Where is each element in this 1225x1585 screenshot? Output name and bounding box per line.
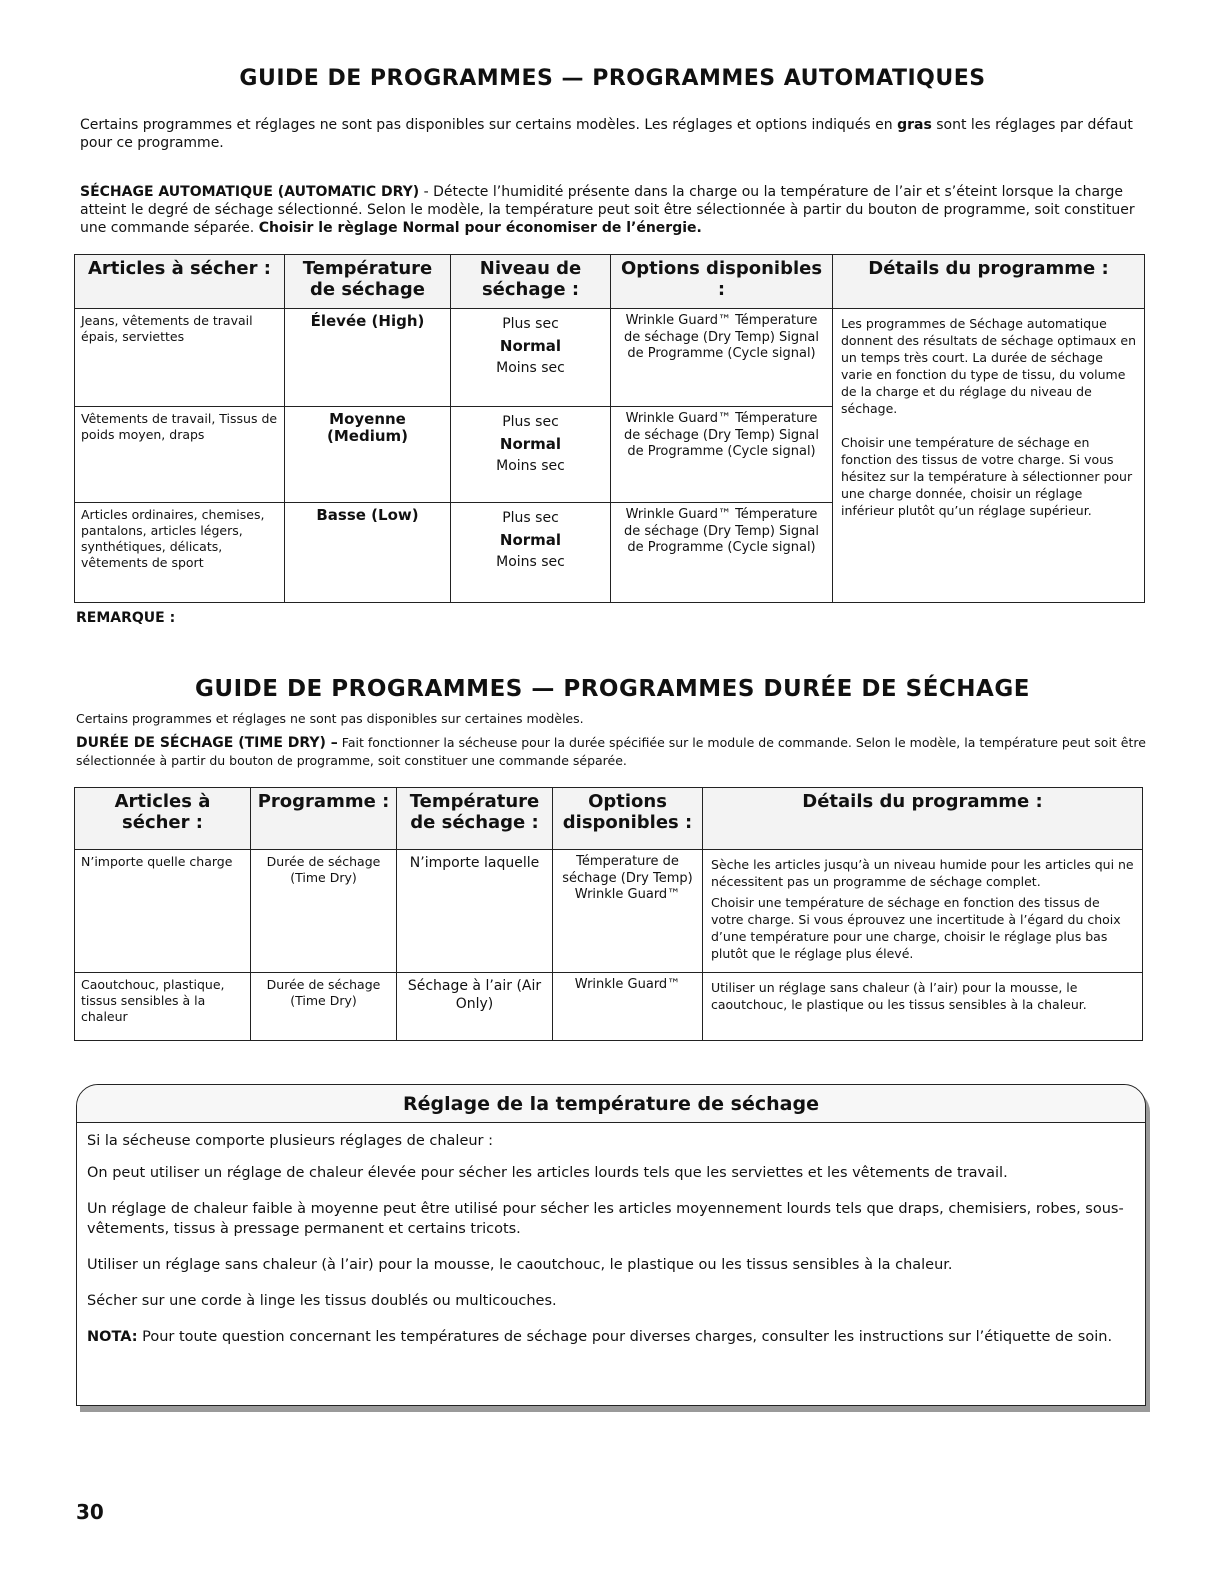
options-cell: Wrinkle Guard™ bbox=[553, 973, 703, 1041]
timed-programs-table bbox=[74, 787, 1143, 1041]
box-body bbox=[77, 1123, 1145, 1371]
temperature-cell: Basse (Low) bbox=[285, 503, 451, 603]
timed-header-program: Programme : bbox=[251, 788, 397, 850]
timed-header-details: Détails du programme : bbox=[703, 788, 1143, 850]
table-row bbox=[75, 850, 1143, 973]
level-cell: Plus sec Normal Moins sec bbox=[451, 503, 611, 603]
auto-header-options: Options disponibles : bbox=[611, 255, 833, 309]
articles-cell: Articles ordinaires, chemises, pantalons, articles légers, synthétiques, délicats, vêtements de sport bbox=[75, 503, 285, 603]
box-title: Réglage de la température de séchage bbox=[77, 1085, 1145, 1123]
program-cell: Durée de séchage (Time Dry) bbox=[251, 850, 397, 973]
details-cell: Les programmes de Séchage automatique donnent des résultats de séchage optimaux en un temps très court. La durée de séchage varie en fonction du type de tissu, du volume de la charge et du réglage du niveau de séchage. Choisir une température de séchage en fonction des tissus de votre charge. Si vous hésitez sur la température à sélectionner pour une charge donnée, choisir un réglage inférieur plutôt qu’un réglage supérieur. bbox=[833, 309, 1145, 603]
articles-cell: Jeans, vêtements de travail épais, serviettes bbox=[75, 309, 285, 407]
timed-intro: Certains programmes et réglages ne sont pas disponibles sur certaines modèles. bbox=[76, 711, 584, 726]
auto-header-details: Détails du programme : bbox=[833, 255, 1145, 309]
remarque-label: REMARQUE : bbox=[76, 610, 176, 626]
box-line: Sécher sur une corde à linge les tissus doublés ou multicouches. bbox=[87, 1293, 557, 1309]
program-cell: Durée de séchage (Time Dry) bbox=[251, 973, 397, 1041]
timed-header-temperature: Température de séchage : bbox=[397, 788, 553, 850]
articles-cell: N’importe quelle charge bbox=[75, 850, 251, 973]
timed-header-articles: Articles à sécher : bbox=[75, 788, 251, 850]
table-row bbox=[75, 973, 1143, 1041]
box-line: On peut utiliser un réglage de chaleur élevée pour sécher les articles lourds tels que les serviettes et les vêtements de travail. bbox=[87, 1165, 1008, 1181]
details-cell: Sèche les articles jusqu’à un niveau humide pour les articles qui ne nécessitent pas un programme de séchage complet. Choisir une température de séchage en fonction des tissus de votre charge. Si vous éprouvez une incertitude à l’égard du choix d’une température pour une charge, choisir le réglage plus bas plutôt que le réglage plus élevé. bbox=[703, 850, 1143, 973]
temperature-cell: Moyenne (Medium) bbox=[285, 407, 451, 503]
auto-section-title: GUIDE DE PROGRAMMES — PROGRAMMES AUTOMATIQUES bbox=[239, 66, 986, 91]
articles-cell: Vêtements de travail, Tissus de poids moyen, draps bbox=[75, 407, 285, 503]
auto-header-articles: Articles à sécher : bbox=[75, 255, 285, 309]
timed-section-title: GUIDE DE PROGRAMMES — PROGRAMMES DURÉE DE SÉCHAGE bbox=[195, 676, 1030, 702]
temperature-cell: Élevée (High) bbox=[285, 309, 451, 407]
auto-programs-table bbox=[74, 254, 1145, 603]
auto-header-temperature: Température de séchage bbox=[285, 255, 451, 309]
options-cell: Wrinkle Guard™ Témperature de séchage (Dry Temp) Signal de Programme (Cycle signal) bbox=[611, 309, 833, 407]
temperature-cell: Séchage à l’air (Air Only) bbox=[397, 973, 553, 1041]
options-cell: Témperature de séchage (Dry Temp) Wrinkle Guard™ bbox=[553, 850, 703, 973]
articles-cell: Caoutchouc, plastique, tissus sensibles à la chaleur bbox=[75, 973, 251, 1041]
box-line: Si la sécheuse comporte plusieurs réglages de chaleur : bbox=[87, 1133, 494, 1149]
details-cell: Utiliser un réglage sans chaleur (à l’air) pour la mousse, le caoutchouc, le plastique ou les tissus sensibles à la chaleur. bbox=[703, 973, 1143, 1041]
auto-dry-description: SÉCHAGE AUTOMATIQUE (AUTOMATIC DRY) - Détecte l’humidité présente dans la charge ou la température de l’air et s’éteint lorsque la charge atteint le degré de séchage sélectionné. Selon le modèle, la température peut soit être sélectionnée à partir du bouton de programme, soit constituer une commande séparée. Choisir le règlage Normal pour économiser de l’énergie. bbox=[80, 184, 1135, 236]
time-dry-description: DURÉE DE SÉCHAGE (TIME DRY) – Fait fonctionner la sécheuse pour la durée spécifiée sur le module de commande. Selon le modèle, la température peut soit être sélectionnée à partir du bouton de programme, soit constituer une commande séparée. bbox=[76, 735, 1146, 768]
auto-header-level: Niveau de séchage : bbox=[451, 255, 611, 309]
timed-header-options: Options disponibles : bbox=[553, 788, 703, 850]
page-number: 30 bbox=[76, 1500, 104, 1524]
options-cell: Wrinkle Guard™ Témperature de séchage (Dry Temp) Signal de Programme (Cycle signal) bbox=[611, 503, 833, 603]
box-line: Utiliser un réglage sans chaleur (à l’air) pour la mousse, le caoutchouc, le plastique ou les tissus sensibles à la chaleur. bbox=[87, 1257, 953, 1273]
nota: NOTA: Pour toute question concernant les températures de séchage pour diverses charges, consulter les instructions sur l’étiquette de soin. bbox=[87, 1329, 1113, 1345]
box-line: Un réglage de chaleur faible à moyenne peut être utilisé pour sécher les articles moyennement lourds tels que draps, chemisiers, robes, sous-vêtements, tissus à pressage permanent et certains tricots. bbox=[87, 1201, 1124, 1237]
level-cell: Plus sec Normal Moins sec bbox=[451, 407, 611, 503]
table-row bbox=[75, 309, 1145, 407]
temperature-cell: N’importe laquelle bbox=[397, 850, 553, 973]
auto-intro: Certains programmes et réglages ne sont pas disponibles sur certains modèles. Les réglages et options indiqués en gras sont les réglages par défaut pour ce programme. bbox=[80, 117, 1133, 151]
options-cell: Wrinkle Guard™ Témperature de séchage (Dry Temp) Signal de Programme (Cycle signal) bbox=[611, 407, 833, 503]
level-cell: Plus sec Normal Moins sec bbox=[451, 309, 611, 407]
dry-temperature-box bbox=[76, 1084, 1146, 1406]
